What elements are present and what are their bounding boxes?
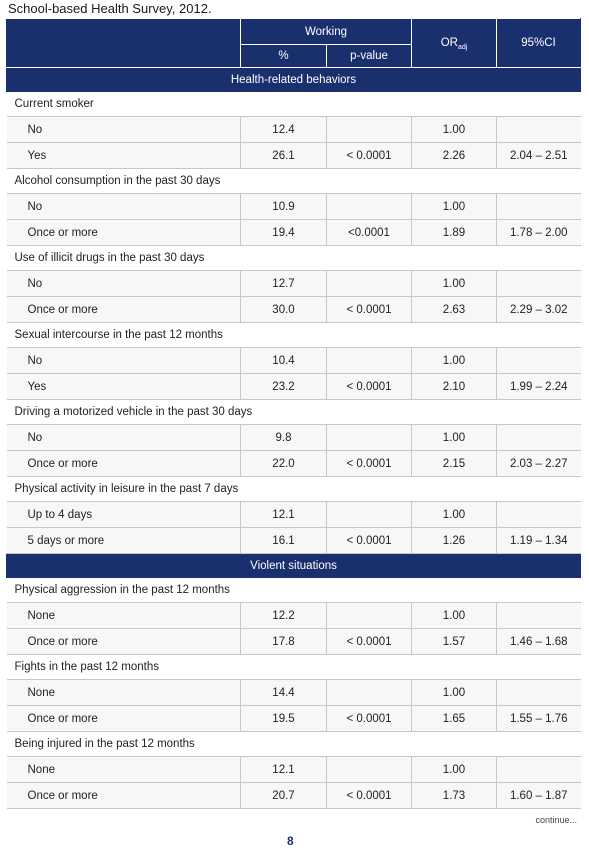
percent-cell: 19.4: [241, 220, 327, 246]
row-label: Once or more: [7, 629, 241, 655]
or-cell: 1.00: [412, 603, 497, 629]
pvalue-cell: [327, 757, 412, 783]
ci-cell: 2.03 – 2.27: [497, 451, 581, 477]
ci-cell: 1.60 – 1.87: [497, 783, 581, 809]
pvalue-cell: [327, 348, 412, 374]
row-label: Up to 4 days: [7, 502, 241, 528]
ci-cell: [497, 271, 581, 297]
pvalue-cell: [327, 502, 412, 528]
table-row: [7, 220, 581, 246]
pvalue-cell: [327, 603, 412, 629]
table-row: [7, 348, 581, 374]
table-row: [7, 194, 581, 220]
section-header-row: [7, 68, 581, 92]
group-row: [7, 169, 581, 194]
table-row: [7, 603, 581, 629]
percent-cell: 19.5: [241, 706, 327, 732]
group-row: [7, 578, 581, 603]
ci-cell: [497, 194, 581, 220]
ci-cell: [497, 348, 581, 374]
pvalue-cell: < 0.0001: [327, 528, 412, 554]
table-row: [7, 143, 581, 169]
pvalue-cell: [327, 117, 412, 143]
row-label: Once or more: [7, 451, 241, 477]
or-cell: 2.15: [412, 451, 497, 477]
group-row: [7, 92, 581, 117]
percent-cell: 16.1: [241, 528, 327, 554]
or-cell: 2.10: [412, 374, 497, 400]
group-label: Sexual intercourse in the past 12 months: [7, 323, 581, 348]
percent-cell: 12.2: [241, 603, 327, 629]
table-caption: School-based Health Survey, 2012.: [8, 1, 212, 16]
table-row: [7, 374, 581, 400]
percent-cell: 30.0: [241, 297, 327, 323]
table-row: [7, 757, 581, 783]
or-cell: 1.00: [412, 502, 497, 528]
row-label: None: [7, 680, 241, 706]
row-label: None: [7, 757, 241, 783]
table-row: [7, 629, 581, 655]
header-percent: %: [241, 45, 327, 68]
table-row: [7, 706, 581, 732]
percent-cell: 23.2: [241, 374, 327, 400]
group-label: Physical aggression in the past 12 months: [7, 578, 581, 603]
row-label: Once or more: [7, 220, 241, 246]
header-working: Working: [241, 19, 412, 45]
header-or-label: OR: [440, 37, 458, 49]
or-cell: 2.63: [412, 297, 497, 323]
ci-cell: [497, 425, 581, 451]
group-label: Use of illicit drugs in the past 30 days: [7, 246, 581, 271]
row-label: No: [7, 117, 241, 143]
or-cell: 1.00: [412, 680, 497, 706]
ci-cell: [497, 680, 581, 706]
row-label: No: [7, 425, 241, 451]
pvalue-cell: < 0.0001: [327, 451, 412, 477]
ci-cell: 1.99 – 2.24: [497, 374, 581, 400]
pvalue-cell: < 0.0001: [327, 706, 412, 732]
ci-cell: 1.19 – 1.34: [497, 528, 581, 554]
table-row: [7, 783, 581, 809]
ci-cell: [497, 117, 581, 143]
pvalue-cell: < 0.0001: [327, 374, 412, 400]
percent-cell: 17.8: [241, 629, 327, 655]
percent-cell: 9.8: [241, 425, 327, 451]
group-row: [7, 655, 581, 680]
table-row: [7, 271, 581, 297]
or-cell: 1.26: [412, 528, 497, 554]
section-header-row: [7, 554, 581, 578]
or-cell: 1.00: [412, 348, 497, 374]
table-body: [7, 68, 581, 809]
ci-cell: [497, 603, 581, 629]
group-row: [7, 400, 581, 425]
group-label: Current smoker: [7, 92, 581, 117]
group-label: Driving a motorized vehicle in the past 30 days: [7, 400, 581, 425]
pvalue-cell: [327, 425, 412, 451]
group-label: Physical activity in leisure in the past 7 days: [7, 477, 581, 502]
section-title: Violent situations: [7, 554, 581, 578]
ci-cell: [497, 757, 581, 783]
header-corner: [7, 19, 241, 68]
percent-cell: 22.0: [241, 451, 327, 477]
row-label: 5 days or more: [7, 528, 241, 554]
header-pvalue: p-value: [327, 45, 412, 68]
or-cell: 1.00: [412, 425, 497, 451]
header-ci: 95%CI: [497, 19, 581, 68]
table-row: [7, 680, 581, 706]
or-cell: 1.00: [412, 117, 497, 143]
group-label: Fights in the past 12 months: [7, 655, 581, 680]
row-label: No: [7, 194, 241, 220]
group-label: Being injured in the past 12 months: [7, 732, 581, 757]
page-number: 8: [287, 834, 294, 848]
percent-cell: 12.4: [241, 117, 327, 143]
percent-cell: 12.7: [241, 271, 327, 297]
continue-note: continue...: [535, 815, 577, 825]
pvalue-cell: < 0.0001: [327, 297, 412, 323]
ci-cell: 2.29 – 3.02: [497, 297, 581, 323]
or-cell: 1.00: [412, 271, 497, 297]
percent-cell: 10.4: [241, 348, 327, 374]
header-or: [412, 19, 497, 68]
table-row: [7, 502, 581, 528]
table-row: [7, 117, 581, 143]
row-label: Once or more: [7, 297, 241, 323]
ci-cell: 2.04 – 2.51: [497, 143, 581, 169]
row-label: Yes: [7, 143, 241, 169]
percent-cell: 12.1: [241, 502, 327, 528]
row-label: None: [7, 603, 241, 629]
group-row: [7, 732, 581, 757]
group-row: [7, 323, 581, 348]
ci-cell: [497, 502, 581, 528]
table-header: [7, 19, 581, 68]
percent-cell: 14.4: [241, 680, 327, 706]
ci-cell: 1.78 – 2.00: [497, 220, 581, 246]
or-cell: 1.00: [412, 194, 497, 220]
table-row: [7, 451, 581, 477]
group-row: [7, 477, 581, 502]
row-label: No: [7, 348, 241, 374]
percent-cell: 10.9: [241, 194, 327, 220]
percent-cell: 26.1: [241, 143, 327, 169]
row-label: Once or more: [7, 706, 241, 732]
pvalue-cell: <0.0001: [327, 220, 412, 246]
or-cell: 1.57: [412, 629, 497, 655]
row-label: Once or more: [7, 783, 241, 809]
group-label: Alcohol consumption in the past 30 days: [7, 169, 581, 194]
row-label: No: [7, 271, 241, 297]
or-cell: 1.00: [412, 757, 497, 783]
pvalue-cell: < 0.0001: [327, 629, 412, 655]
pvalue-cell: [327, 194, 412, 220]
table-row: [7, 297, 581, 323]
pvalue-cell: [327, 271, 412, 297]
ci-cell: 1.55 – 1.76: [497, 706, 581, 732]
or-cell: 2.26: [412, 143, 497, 169]
percent-cell: 12.1: [241, 757, 327, 783]
group-row: [7, 246, 581, 271]
ci-cell: 1.46 – 1.68: [497, 629, 581, 655]
or-cell: 1.65: [412, 706, 497, 732]
or-cell: 1.73: [412, 783, 497, 809]
section-title: Health-related behaviors: [7, 68, 581, 92]
row-label: Yes: [7, 374, 241, 400]
table-row: [7, 528, 581, 554]
results-table: [6, 18, 581, 809]
header-or-subscript: adj: [457, 44, 468, 51]
or-cell: 1.89: [412, 220, 497, 246]
percent-cell: 20.7: [241, 783, 327, 809]
pvalue-cell: [327, 680, 412, 706]
pvalue-cell: < 0.0001: [327, 783, 412, 809]
pvalue-cell: < 0.0001: [327, 143, 412, 169]
table-row: [7, 425, 581, 451]
